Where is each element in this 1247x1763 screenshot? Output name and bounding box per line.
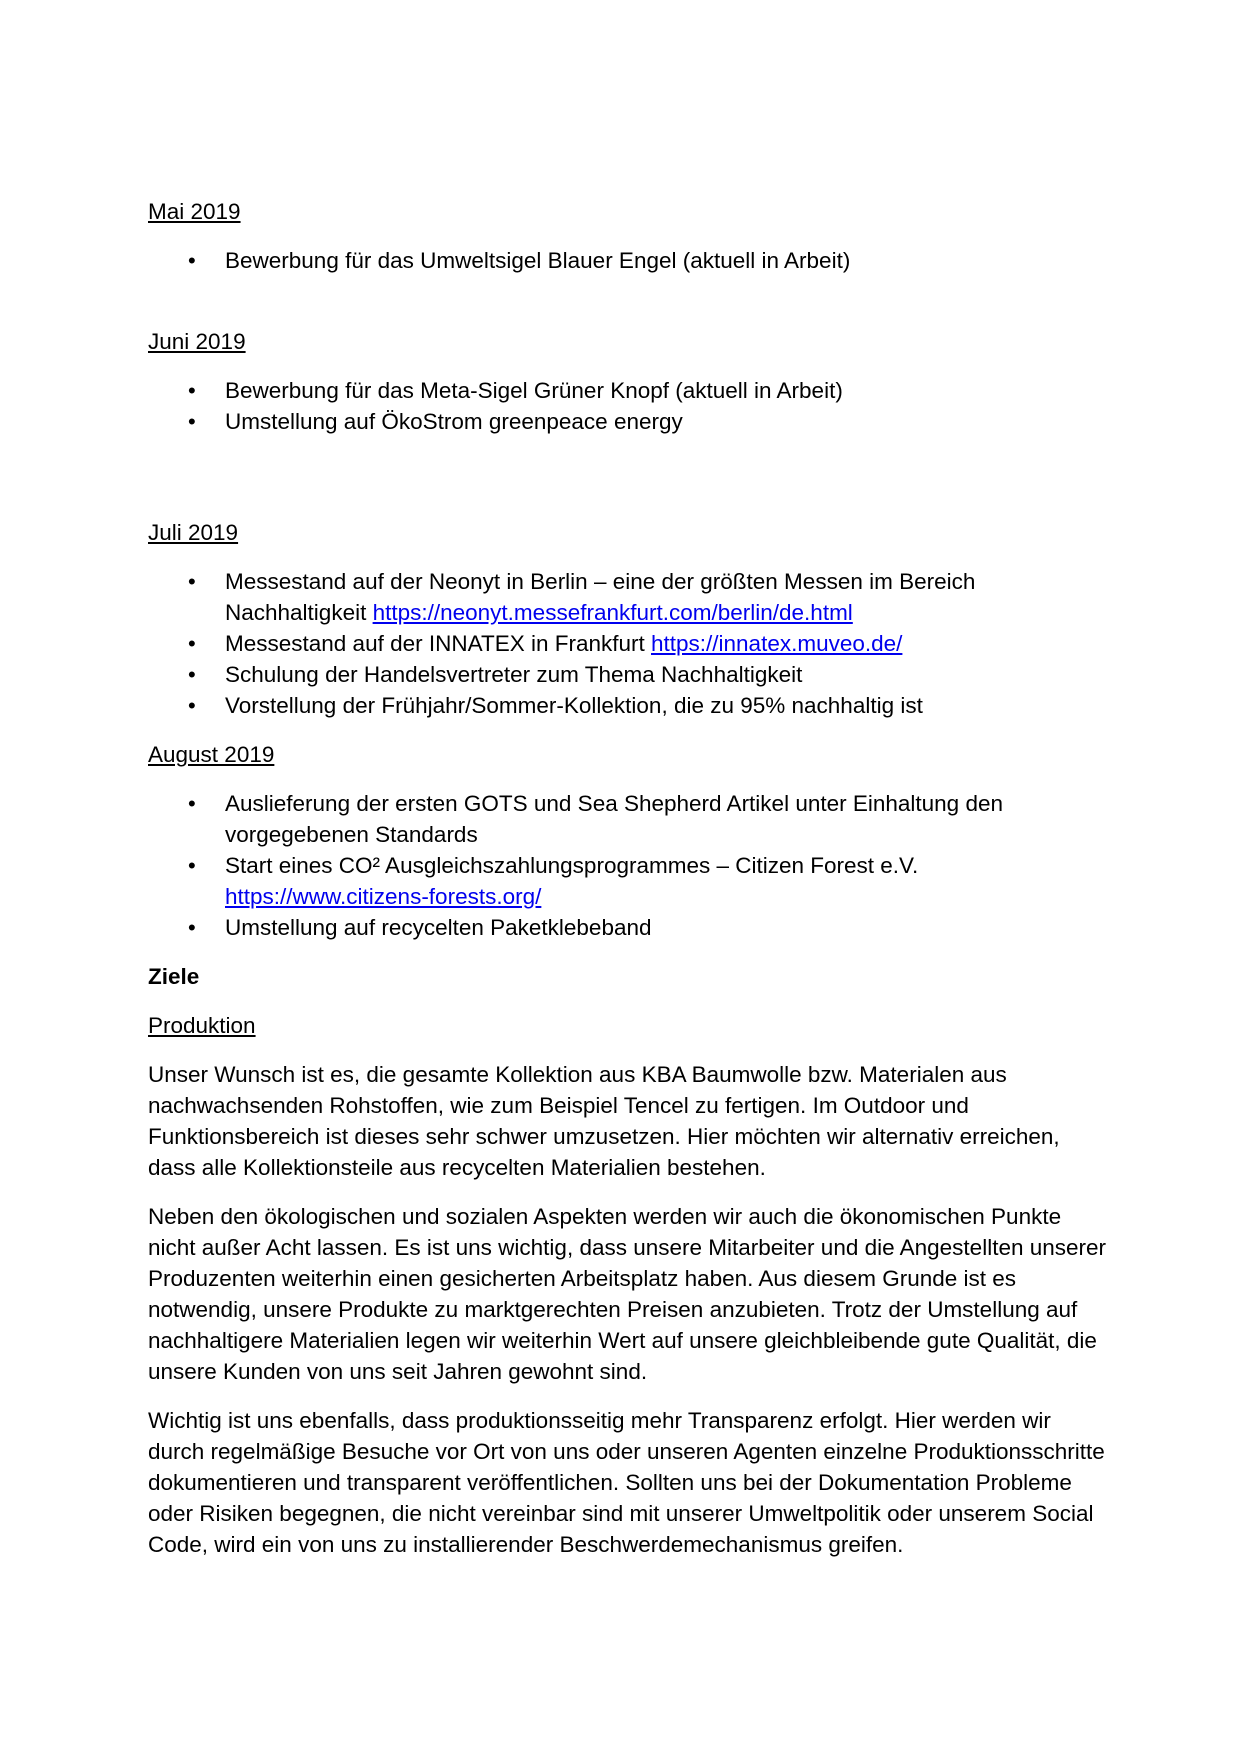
heading-ziele: Ziele (148, 964, 200, 989)
list-item: • Auslieferung der ersten GOTS und Sea Shepherd Artikel unter Einhaltung den vorgegebenen Standards (148, 788, 1108, 850)
innatex-link[interactable]: https://innatex.muveo.de/ (651, 631, 903, 656)
list-item-text: Messestand auf der INNATEX in Frankfurt (225, 631, 651, 656)
list-item: • Vorstellung der Frühjahr/Sommer-Kollektion, die zu 95% nachhaltig ist (148, 690, 1108, 721)
heading-juli-2019: Juli 2019 (148, 520, 239, 545)
list-mai-2019 (148, 245, 1108, 276)
list-item (148, 628, 1108, 659)
paragraph: Unser Wunsch ist es, die gesamte Kollektion aus KBA Baumwolle bzw. Materialen aus nachwachsenden Rohstoffen, wie zum Beispiel Tencel zu fertigen. Im Outdoor und Funktionsbereich ist dieses sehr schwer umzusetzen. Hier möchten wir alternativ erreichen, dass alle Kollektionsteile aus recycelten Materialien bestehen. (148, 1062, 1060, 1180)
paragraph: Wichtig ist uns ebenfalls, dass produktionsseitig mehr Transparenz erfolgt. Hier werden wir durch regelmäßige Besuche vor Ort von uns oder unseren Agenten einzelne Produktionsschritte dokumentieren und transparent veröffentlichen. Sollten uns bei der Dokumentation Probleme oder Risiken begegnen, die nicht vereinbar sind mit unserer Umweltpolitik oder unserem Social Code, wird ein von uns zu installierender Beschwerdemechanismus greifen. (148, 1408, 1105, 1557)
list-juni-2019 (148, 375, 1108, 437)
heading-juni-2019: Juni 2019 (148, 329, 246, 354)
heading-mai-2019: Mai 2019 (148, 199, 241, 224)
heading-august-2019: August 2019 (148, 742, 275, 767)
list-juli-2019 (148, 566, 1108, 721)
list-item: • Bewerbung für das Umweltsigel Blauer Engel (aktuell in Arbeit) (148, 245, 1108, 276)
list-item (148, 566, 1108, 628)
document-page (148, 196, 1108, 1578)
citizens-forests-link[interactable]: https://www.citizens-forests.org/ (225, 884, 542, 909)
list-august-2019 (148, 788, 1108, 943)
list-item: • Bewerbung für das Meta-Sigel Grüner Knopf (aktuell in Arbeit) (148, 375, 1108, 406)
neonyt-link[interactable]: https://neonyt.messefrankfurt.com/berlin/de.html (372, 600, 853, 625)
paragraph: Neben den ökologischen und sozialen Aspekten werden wir auch die ökonomischen Punkte nicht außer Acht lassen. Es ist uns wichtig, dass unsere Mitarbeiter und die Angestellten unserer Produzenten weiterhin einen gesicherten Arbeitsplatz haben. Aus diesem Grunde ist es notwendig, unsere Produkte zu marktgerechten Preisen anzubieten. Trotz der Umstellung auf nachhaltigere Materialien legen wir weiterhin Wert auf unsere gleichbleibende gute Qualität, die unsere Kunden von uns seit Jahren gewohnt sind. (148, 1204, 1107, 1384)
list-item: • Umstellung auf recycelten Paketklebeband (148, 912, 1108, 943)
list-item-text: Start eines CO² Ausgleichszahlungsprogrammes – Citizen Forest e.V. (225, 853, 919, 878)
list-item-text: Messestand auf der Neonyt in Berlin – eine der größten Messen im Bereich Nachhaltigkeit (225, 569, 976, 625)
list-item (148, 850, 1108, 912)
list-item: • Umstellung auf ÖkoStrom greenpeace energy (148, 406, 1108, 437)
list-item: • Schulung der Handelsvertreter zum Thema Nachhaltigkeit (148, 659, 1108, 690)
subheading-produktion: Produktion (148, 1013, 256, 1038)
